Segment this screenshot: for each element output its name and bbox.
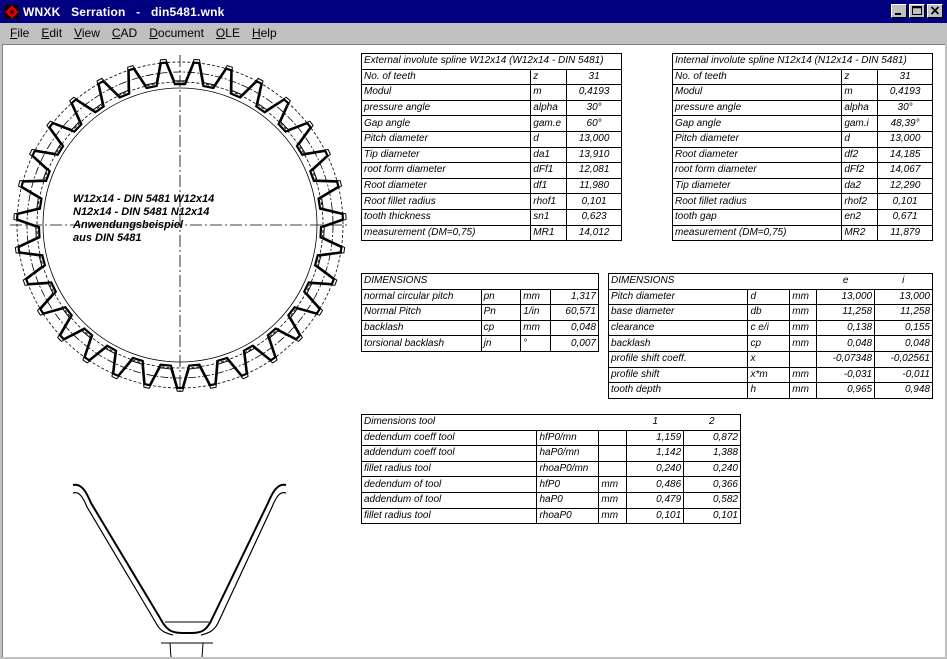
row-value: 0,155 [875,320,933,336]
row-symbol: dFf2 [842,163,878,179]
drawing-label-line: aus DIN 5481 [73,232,142,244]
gear-icon[interactable] [4,4,20,20]
row-symbol: ° [521,336,551,352]
row-label: backlash [609,336,748,352]
row-symbol: cp [481,320,521,336]
table-row [362,131,622,147]
table-row [673,163,933,179]
row-value: 11,879 [878,225,933,241]
row-symbol: mm [790,383,817,399]
table-row [673,225,933,241]
row-symbol: h [748,383,790,399]
row-symbol: dFf1 [531,163,567,179]
row-symbol: haP0/mn [537,446,599,462]
row-value: -0,07348 [817,351,875,367]
row-label: Root diameter [362,178,531,194]
row-symbol: mm [790,289,817,305]
row-label: profile shift coeff. [609,351,748,367]
maximize-icon[interactable] [909,4,925,18]
row-symbol: mm [599,508,627,524]
row-value: 31 [878,69,933,85]
window-title: WNXK Serration - din5481.wnk [23,4,225,19]
table-row [673,194,933,210]
row-label: Pitch diameter [362,131,531,147]
table-row [673,147,933,163]
row-symbol: MR2 [842,225,878,241]
table-row [362,85,622,101]
row-symbol: rhof1 [531,194,567,210]
row-value: 1,142 [627,446,684,462]
row-label: root form diameter [673,163,842,179]
menu-view[interactable]: View [74,25,100,40]
row-value: 11,258 [875,305,933,321]
row-value: 13,000 [567,131,622,147]
row-symbol: Pn [481,305,521,321]
row-symbol: alpha [842,100,878,116]
row-value: 0,101 [567,194,622,210]
row-symbol: mm [790,336,817,352]
row-symbol: gam.i [842,116,878,132]
table-row [362,194,622,210]
row-label: fillet radius tool [362,508,537,524]
row-symbol: cp [748,336,790,352]
table-row [673,85,933,101]
column-header-1: 1 [627,415,684,431]
row-symbol [790,351,817,367]
row-value: -0,011 [875,367,933,383]
row-value: 0,101 [878,194,933,210]
table-row [673,209,933,225]
row-value: 0,366 [684,477,741,493]
row-label: Gap angle [673,116,842,132]
table-title: Internal involute spline N12x14 (N12x14 - DIN 5481) [673,54,933,70]
table-row [362,477,741,493]
row-label: torsional backlash [362,336,482,352]
row-label: tooth thickness [362,209,531,225]
table-title: Dimensions tool [362,415,627,431]
row-symbol: da1 [531,147,567,163]
row-label: Tip diameter [673,178,842,194]
external-spline-table [361,53,622,241]
row-value: 0,486 [627,477,684,493]
row-value: 14,185 [878,147,933,163]
table-row [362,178,622,194]
row-value: 60° [567,116,622,132]
row-value: 0,240 [627,461,684,477]
table-row [362,320,599,336]
row-value: 0,101 [627,508,684,524]
row-value: 12,081 [567,163,622,179]
tool-profile [73,485,286,657]
row-label: clearance [609,320,748,336]
row-symbol: rhoaP0/mn [537,461,599,477]
row-symbol: mm [521,289,551,305]
row-symbol: mm [599,492,627,508]
row-symbol [599,461,627,477]
row-value: 14,012 [567,225,622,241]
menu-bar [0,23,947,42]
row-value: 0,965 [817,383,875,399]
row-symbol: hfP0 [537,477,599,493]
row-symbol: gam.e [531,116,567,132]
table-title: DIMENSIONS [609,274,817,290]
table-row [362,430,741,446]
row-label: Tip diameter [362,147,531,163]
row-label: dedendum coeff tool [362,430,537,446]
row-symbol [599,430,627,446]
drawing-label-line: N12x14 - DIN 5481 N12x14 [73,206,210,218]
row-label: tooth gap [673,209,842,225]
minimize-icon[interactable] [891,4,907,18]
table-row [362,492,741,508]
row-symbol: mm [521,320,551,336]
table-row [673,100,933,116]
row-symbol: jn [481,336,521,352]
row-label: addendum of tool [362,492,537,508]
row-value: 0,048 [551,320,599,336]
row-value: 0,007 [551,336,599,352]
row-label: No. of teeth [362,69,531,85]
row-label: No. of teeth [673,69,842,85]
table-row [673,131,933,147]
row-label: addendum coeff tool [362,446,537,462]
row-label: measurement (DM=0,75) [673,225,842,241]
row-value: -0,031 [817,367,875,383]
table-row [362,69,622,85]
table-row [609,367,933,383]
table-row [362,336,599,352]
row-label: Root fillet radius [362,194,531,210]
table-row [362,225,622,241]
row-symbol: db [748,305,790,321]
table-row [362,461,741,477]
row-label: Modul [362,85,531,101]
row-value: 13,000 [817,289,875,305]
row-symbol: rhof2 [842,194,878,210]
row-value: 11,980 [567,178,622,194]
row-value: 0,872 [684,430,741,446]
table-row [609,289,933,305]
table-title: External involute spline W12x14 (W12x14 - DIN 5481) [362,54,622,70]
row-label: Pitch diameter [609,289,748,305]
row-value: 13,000 [878,131,933,147]
row-symbol: mm [790,367,817,383]
row-symbol: mm [599,477,627,493]
row-value: 13,000 [875,289,933,305]
spline-drawing [3,45,363,657]
row-label: fillet radius tool [362,461,537,477]
row-label: pressure angle [362,100,531,116]
tool-dimensions-table [361,414,741,524]
row-symbol: MR1 [531,225,567,241]
row-symbol: x*m [748,367,790,383]
row-symbol: rhoaP0 [537,508,599,524]
table-row [609,336,933,352]
row-value: 0,4193 [567,85,622,101]
row-symbol: df2 [842,147,878,163]
row-label: root form diameter [362,163,531,179]
row-symbol: m [842,85,878,101]
row-label: pressure angle [673,100,842,116]
table-row [362,116,622,132]
row-value: 0,623 [567,209,622,225]
table-row [362,289,599,305]
row-value: 0,048 [817,336,875,352]
row-symbol: d [748,289,790,305]
column-header-e: e [817,274,875,290]
row-label: Pitch diameter [673,131,842,147]
row-label: Root fillet radius [673,194,842,210]
table-row [362,508,741,524]
close-icon[interactable] [927,4,943,18]
menu-cad[interactable]: CAD [111,25,138,40]
row-symbol: pn [481,289,521,305]
row-label: base diameter [609,305,748,321]
row-value: 31 [567,69,622,85]
row-value: 48,39° [878,116,933,132]
menu-file[interactable]: File [10,25,30,40]
row-symbol: c e/i [748,320,790,336]
row-symbol: hfP0/mn [537,430,599,446]
dimensions-e-i-table [608,273,933,399]
row-label: Modul [673,85,842,101]
row-value: -0,02561 [875,351,933,367]
table-row [609,383,933,399]
row-symbol: sn1 [531,209,567,225]
row-value: 30° [878,100,933,116]
row-value: 12,290 [878,178,933,194]
row-value: 0,582 [684,492,741,508]
table-row [673,178,933,194]
column-header-2: 2 [684,415,741,431]
row-value: 0,240 [684,461,741,477]
row-value: 0,479 [627,492,684,508]
title-bar[interactable] [0,0,947,23]
row-value: 11,258 [817,305,875,321]
dimensions-table [361,273,599,352]
row-symbol: en2 [842,209,878,225]
row-symbol: haP0 [537,492,599,508]
row-symbol: d [842,131,878,147]
row-value: 0,138 [817,320,875,336]
row-value: 1,388 [684,446,741,462]
row-value: 0,048 [875,336,933,352]
drawing-label-line: W12x14 - DIN 5481 W12x14 [73,193,215,205]
row-value: 1,317 [551,289,599,305]
column-header-i: i [875,274,933,290]
table-row [362,163,622,179]
menu-ole[interactable]: OLE [215,25,240,40]
row-label: dedendum of tool [362,477,537,493]
row-value: 14,067 [878,163,933,179]
menu-document[interactable]: Document [149,25,204,40]
row-symbol: x [748,351,790,367]
row-label: Root diameter [673,147,842,163]
row-symbol: z [842,69,878,85]
menu-edit[interactable]: Edit [41,25,63,40]
row-value: 60,571 [551,305,599,321]
row-value: 30° [567,100,622,116]
row-symbol: df1 [531,178,567,194]
row-value: 0,671 [878,209,933,225]
row-label: tooth depth [609,383,748,399]
table-row [362,209,622,225]
table-row [609,305,933,321]
row-symbol: 1/in [521,305,551,321]
row-label: normal circular pitch [362,289,482,305]
table-row [362,305,599,321]
drawing-label [73,193,214,245]
row-value: 0,4193 [878,85,933,101]
table-row [362,100,622,116]
row-symbol: alpha [531,100,567,116]
row-symbol: m [531,85,567,101]
row-label: profile shift [609,367,748,383]
row-label: Normal Pitch [362,305,482,321]
client-area [2,44,945,657]
row-symbol: d [531,131,567,147]
table-title: DIMENSIONS [362,274,599,290]
internal-spline-table [672,53,933,241]
table-row [362,446,741,462]
row-symbol: mm [790,320,817,336]
table-row [673,116,933,132]
row-symbol: mm [790,305,817,321]
table-row [673,69,933,85]
table-row [362,147,622,163]
drawing-label-line: Anwendungsbeispiel [73,219,184,231]
row-symbol: z [531,69,567,85]
menu-help[interactable]: Help [251,25,277,40]
row-label: Gap angle [362,116,531,132]
row-value: 13,910 [567,147,622,163]
row-value: 1,159 [627,430,684,446]
row-symbol: da2 [842,178,878,194]
row-value: 0,948 [875,383,933,399]
table-row [609,351,933,367]
row-label: measurement (DM=0,75) [362,225,531,241]
row-symbol [599,446,627,462]
row-label: backlash [362,320,482,336]
row-value: 0,101 [684,508,741,524]
table-row [609,320,933,336]
